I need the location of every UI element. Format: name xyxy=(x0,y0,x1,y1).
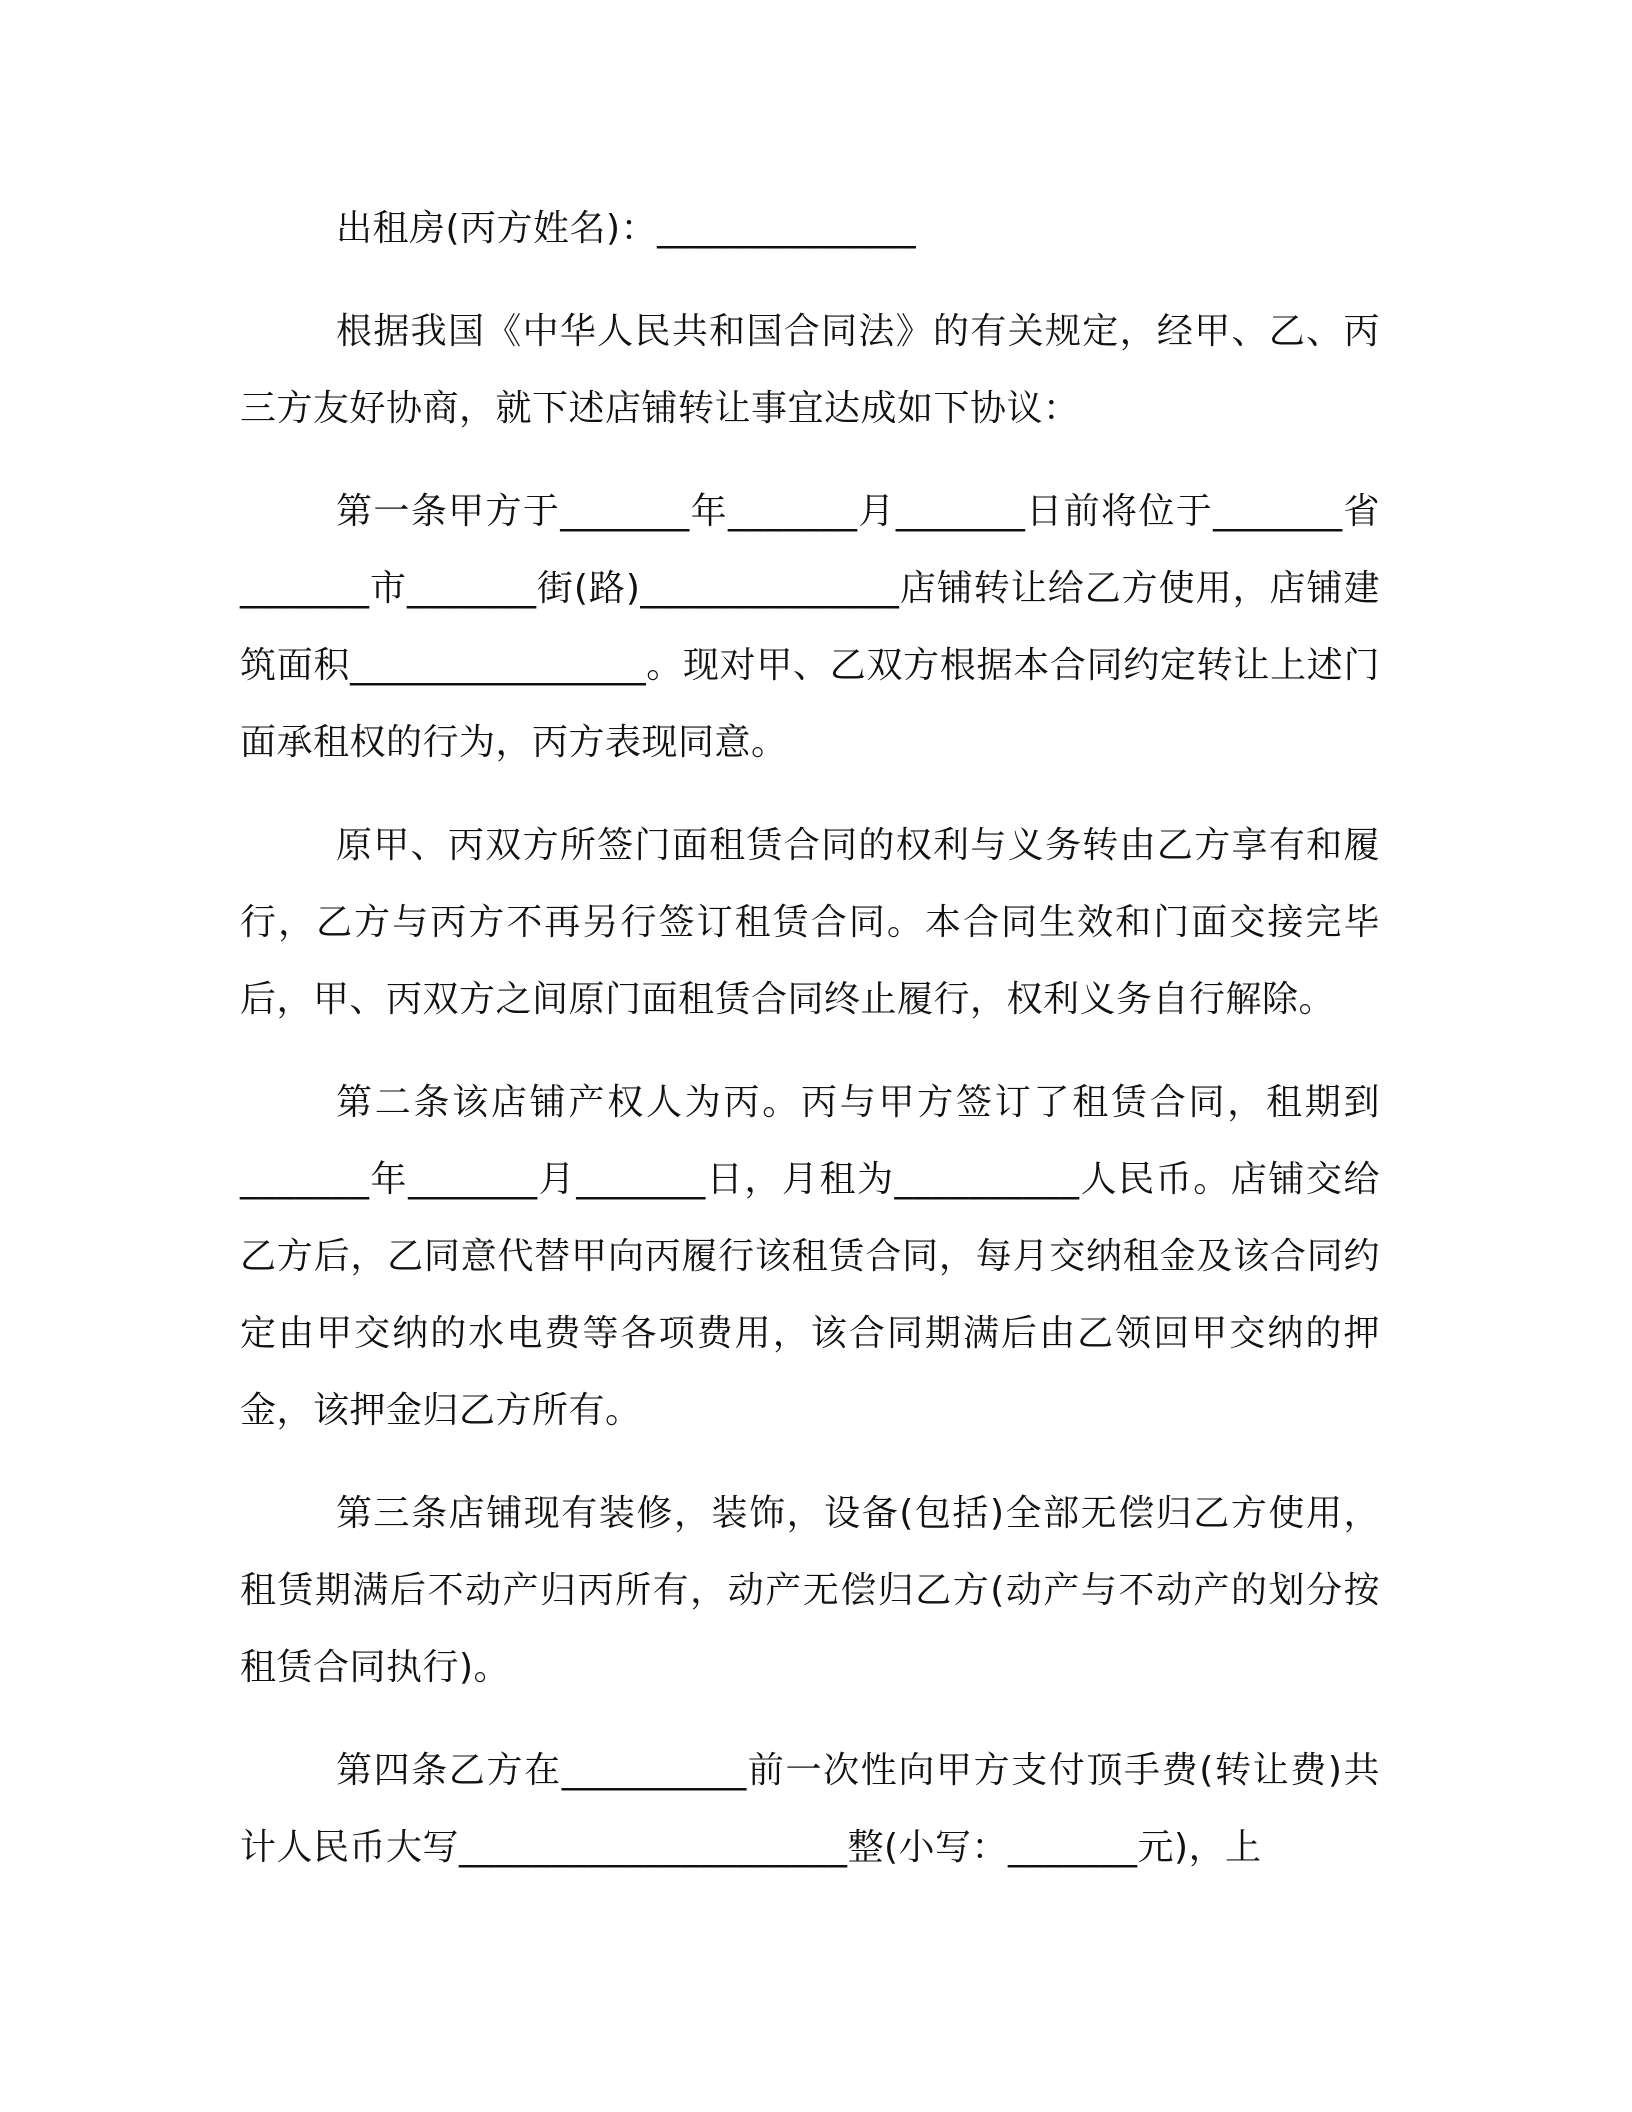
paragraph-article-4: 第四条乙方在__________前一次性向甲方支付顶手费(转让费)共计人民币大写_____________________整(小写：_______元)，上 xyxy=(240,1750,1380,1868)
paragraph-article-2: 第二条该店铺产权人为丙。丙与甲方签订了租赁合同，租期到_______年_______月_______日，月租为__________人民币。店铺交给乙方后，乙同意代替甲向丙履行该租赁合同，每月交纳租金及该合同约定由甲交纳的水电费等各项费用，该合同期满后由乙领回甲交纳的押金，该押金归乙方所有。 xyxy=(240,1082,1380,1431)
paragraph-article-1: 第一条甲方于_______年_______月_______日前将位于_______省_______市_______街(路)______________店铺转让给乙方使用，店铺建筑面积________________。现对甲、乙双方根据本合同约定转让上述门面承租权的行为，丙方表现同意。 xyxy=(240,491,1380,763)
paragraph-landlord-name: 出租房(丙方姓名)：______________ xyxy=(336,208,917,249)
paragraph-article-1-continued: 原甲、丙双方所签门面租赁合同的权利与义务转由乙方享有和履行，乙方与丙方不再另行签订租赁合同。本合同生效和门面交接完毕后，甲、丙双方之间原门面租赁合同终止履行，权利义务自行解除。 xyxy=(240,825,1380,1020)
document-body xyxy=(240,190,1380,1886)
paragraph-article-3: 第三条店铺现有装修，装饰，设备(包括)全部无偿归乙方使用，租赁期满后不动产归丙所有，动产无偿归乙方(动产与不动产的划分按租赁合同执行)。 xyxy=(240,1493,1380,1688)
paragraph-preamble: 根据我国《中华人民共和国合同法》的有关规定，经甲、乙、丙三方友好协商，就下述店铺转让事宜达成如下协议： xyxy=(240,311,1380,429)
